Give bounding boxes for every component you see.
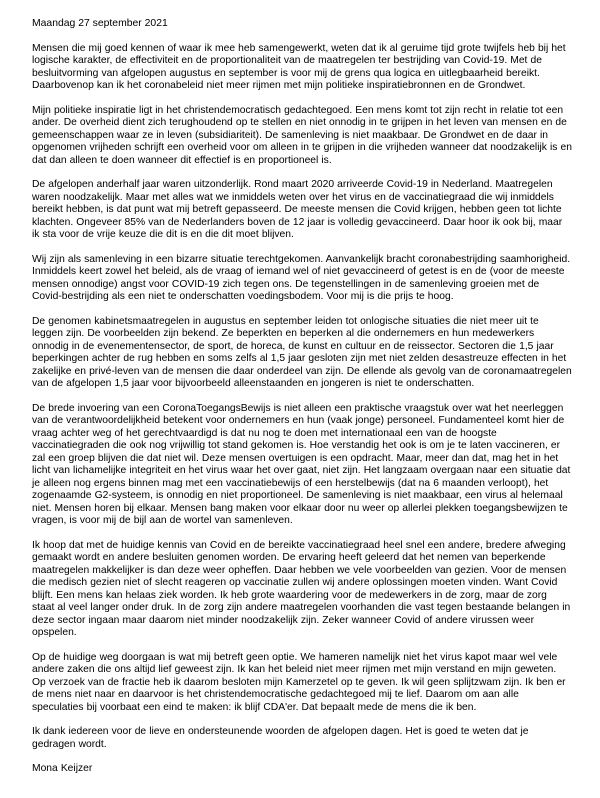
letter-paragraph-5: De genomen kabinetsmaatregelen in augustus en september leiden tot onlogische situaties die niet meer uit te leggen zijn. De voorbeelden zijn bekend. Ze beperkten en beperken al die ondernemers en hun medewerkers onnodig in de evenementensector, de sport, de horeca, de kunst en cultuur en de reissector. Sectoren die 1,5 jaar beperkingen achter de rug hebben en soms zelfs al 1,5 jaar gesloten zijn met niet zelden desastreuze effecten in het zakelijke en privé-leven van de mensen die daar onderdeel van zijn. De ellende als gevolg van de coronamaatregelen van de afgelopen 1,5 jaar voor bijvoorbeeld alleenstaanden en jongeren is niet te onderschatten. xyxy=(32,315,572,389)
letter-paragraph-6: De brede invoering van een CoronaToegangsBewijs is niet alleen een praktische vraagstuk over wat het neerleggen van de verantwoordelijkheid betekent voor ondernemers en hun (vaak jonge) personeel. Fundamenteel komt hier de vraag achter weg of het gerechtvaardigd is dat nu nog te doen met internationaal een van de hoogste vaccinatiegraden die ook nog vrijwillig tot stand gekomen is. Hoe verstandig het ook is om je te laten vaccineren, er zal een groep blijven die dat niet wil. Deze mensen overtuigen is een opdracht. Maar, meer dan dat, mag het in het licht van lichamelijke integriteit en het virus waar het over gaat, niet zijn. Het langzaam overgaan naar een situatie dat je alleen nog ergens binnen mag met een vaccinatiebewijs of een herstelbewijs (dat na 6 maanden verloopt), het zogenaamde G2-systeem, is onnodig en niet proportioneel. De samenleving is niet maakbaar, een virus al helemaal niet. Mensen horen bij elkaar. Mensen bang maken voor elkaar door nu weer op allerlei plekken toegangsbewijzen te vragen, is voor mij de bijl aan de wortel van samenleven. xyxy=(32,402,571,526)
letter-paragraph-8: Op de huidige weg doorgaan is wat mij betreft geen optie. We hameren namelijk niet het virus kapot maar wel vele andere zaken die ons altijd lief geweest zijn. Ik kan het beleid niet meer rijmen met mijn verstand en mijn geweten. Op verzoek van de fractie heb ik daarom besloten mijn Kamerzetel op te geven. Ik wil geen splijtzwam zijn. Ik ben er de mens niet naar en daarvoor is het christendemocratische gedachtegoed mij te lief. Daarom om aan alle speculaties bij voorbaat een eind te maken: ik blijf CDA'er. Dat bepaalt mede de mens die ik ben. xyxy=(32,651,566,713)
letter-paragraph-7: Ik hoop dat met de huidige kennis van Covid en de bereikte vaccinatiegraad heel snel een andere, bredere afweging gemaakt wordt en andere besluiten genomen worden. De ervaring heeft geleerd dat het nemen van beperkende maatregelen makkelijker is dan deze weer opheffen. Daar hebben we vele voorbeelden van gezien. Voor de mensen die medisch gezien niet of slecht reageren op vaccinatie zullen wij andere oplossingen moeten vinden. Want Covid blijft. Een mens kan helaas ziek worden. Ik heb grote waardering voor de medewerkers in de zorg, maar de zorg staat al veel langer onder druk. In de zorg zijn andere maatregelen voorhanden die vast tegen bestaande belangen in deze sector ingaan maar daarom niet minder noodzakelijk zijn. Zeker wanneer Covid of andere virussen weer opspelen. xyxy=(32,539,571,638)
letter-paragraph-4: Wij zijn als samenleving in een bizarre situatie terechtgekomen. Aanvankelijk bracht coronabestrijding saamhorigheid. Inmiddels keert zowel het beleid, als de vraag of iemand wel of niet gevaccineerd of getest is en de (voor de meeste mensen onnodige) angst voor COVID-19 zich tegen ons. De tegenstellingen in de samenleving groeien met de Covid-bestrijding als een niet te onderschatten voedingsbodem. Voor mij is die prijs te hoog. xyxy=(32,253,571,302)
letter-paragraph-3: De afgelopen anderhalf jaar waren uitzonderlijk. Rond maart 2020 arriveerde Covid-19 in Nederland. Maatregelen waren noodzakelijk. Maar met alles wat we inmiddels weten over het virus en de vaccinatiegraad die wij inmiddels bereikt hebben, is dat punt wat mij betreft gepasseerd. De meeste mensen die Covid krijgen, hebben geen tot lichte klachten. Ongeveer 85% van de Nederlanders boven de 12 jaar is volledig gevaccineerd. Daar hoor ik ook bij, maar ik sta voor de vrije keuze die dit is en die dit moet blijven. xyxy=(32,179,563,240)
letter-date: Maandag 27 september 2021 xyxy=(32,18,168,29)
letter-paragraph-1: Mensen die mij goed kennen of waar ik mee heb samengewerkt, weten dat ik al geruime tijd grote twijfels heb bij het logische karakter, de effectiviteit en de proportionaliteit van de maatregelen ter bestrijding van Covid-19. Met de besluitvorming van afgelopen augustus en september is voor mij de grens qua logica en uitlegbaarheid bereikt. Daarbovenop kan ik het coronabeleid niet meer rijmen met mijn politieke inspiratiebronnen en de Grondwet. xyxy=(32,42,566,91)
letter-paragraph-9: Ik dank iedereen voor de lieve en ondersteunende woorden de afgelopen dagen. Het is goed te weten dat je gedragen wordt. xyxy=(32,726,529,750)
letter-signature: Mona Keijzer xyxy=(32,763,93,774)
letter-paragraph-2: Mijn politieke inspiratie ligt in het christendemocratisch gedachtegoed. Een mens komt tot zijn recht in relatie tot een ander. De overheid dient zich terughoudend op te stellen en niet onnodig in te grijpen in het leven van mensen en de gemeenschappen waar ze in leven (subsidiariteit). De samenleving is niet maakbaar. De Grondwet en de daar in opgenomen vrijheden schrijft een overheid voor om alleen in te grijpen in die vrijheden wanneer dat noodzakelijk is en dat dan alleen te doen wanneer dit effectief is en proportioneel is. xyxy=(32,104,572,166)
